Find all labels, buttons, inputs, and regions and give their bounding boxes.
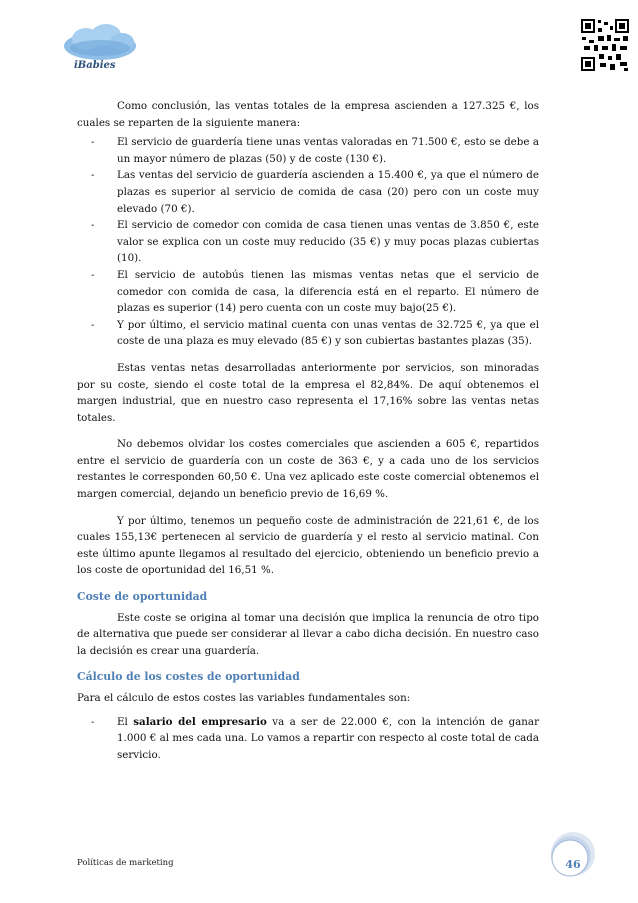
page-number: 46 (565, 858, 581, 871)
footer-label: Políticas de marketing (77, 858, 174, 868)
section-heading-calculation: Cálculo de los costes de oportunidad (77, 670, 300, 684)
net-sales-paragraph: Estas ventas netas desarrolladas anteriormente por servicios, son minoradas por su coste, siendo el coste total de la empresa el 82,84%. De aquí obtenemos el margen industrial, que en nuestro caso representa el 17,16% sobre las ventas netas totales. (77, 361, 539, 424)
document-body (77, 98, 539, 763)
calculation-intro: Para el cálculo de estos costes las variables fundamentales son: (77, 692, 411, 704)
sales-bullet-list (77, 134, 539, 350)
ibabies-logo (60, 22, 140, 76)
variables-bullet-list (77, 714, 539, 764)
list-item: - El servicio de autobús tienen las mismas ventas netas que el servicio de comedor con comida de casa, la diferencia está en el reparto. El número de plazas es superior (14) pero cuenta con un coste muy bajo(25 €). (91, 268, 539, 315)
list-item: - Y por último, el servicio matinal cuenta con unas ventas de 32.725 €, ya que el coste de una plaza es muy elevado (85 €) y son cubiertas bastantes plazas (35). (91, 318, 539, 348)
commercial-costs-paragraph: No debemos olvidar los costes comerciales que ascienden a 605 €, repartidos entre el servicio de guardería con un coste de 363 €, y a cada uno de los servicios restantes le corresponden 60,50 €. Una vez aplicado este coste comercial obtenemos el margen comercial, dejando un beneficio previo de 16,69 %. (77, 438, 539, 501)
bold-term: salario del empresario (133, 715, 267, 728)
list-item: - El servicio de guardería tiene unas ventas valoradas en 71.500 €, esto se debe a un mayor número de plazas (50) y de coste (130 €). (91, 136, 539, 165)
list-item: - Las ventas del servicio de guardería ascienden a 15.400 €, ya que el número de plazas es superior al servicio de comida de casa (20) pero con un coste muy elevado (70 €). (91, 169, 539, 215)
list-item: - El salario del empresario va a ser de 22.000 €, con la intención de ganar 1.000 € al mes cada una. Lo vamos a repartir con respecto al coste total de cada servicio. (91, 715, 539, 761)
intro-paragraph: Como conclusión, las ventas totales de la empresa ascienden a 127.325 €, los cuales se reparten de la siguiente manera: (77, 100, 539, 129)
admin-costs-paragraph: Y por último, tenemos un pequeño coste de administración de 221,61 €, de los cuales 155,13€ pertenecen al servicio de guardería y el resto al servicio matinal. Con este último apunte llegamos al resultado del ejercicio, obteniendo un beneficio previo a los coste de oportunidad del 16,51 %. (77, 514, 539, 577)
list-item: - El servicio de comedor con comida de casa tienen unas ventas de 3.850 €, este valor se explica con un coste muy reducido (35 €) y muy pocas plazas cubiertas (10). (91, 219, 539, 265)
section-heading-opportunity-cost: Coste de oportunidad (77, 590, 208, 604)
logo-wordmark: iBabies (74, 60, 116, 71)
opportunity-cost-paragraph: Este coste se origina al tomar una decisión que implica la renuncia de otro tipo de alternativa que puede ser considerar al llevar a cabo dicha decisión. En nuestro caso la decisión es crear una guardería. (77, 611, 539, 657)
qr-code (580, 18, 630, 72)
